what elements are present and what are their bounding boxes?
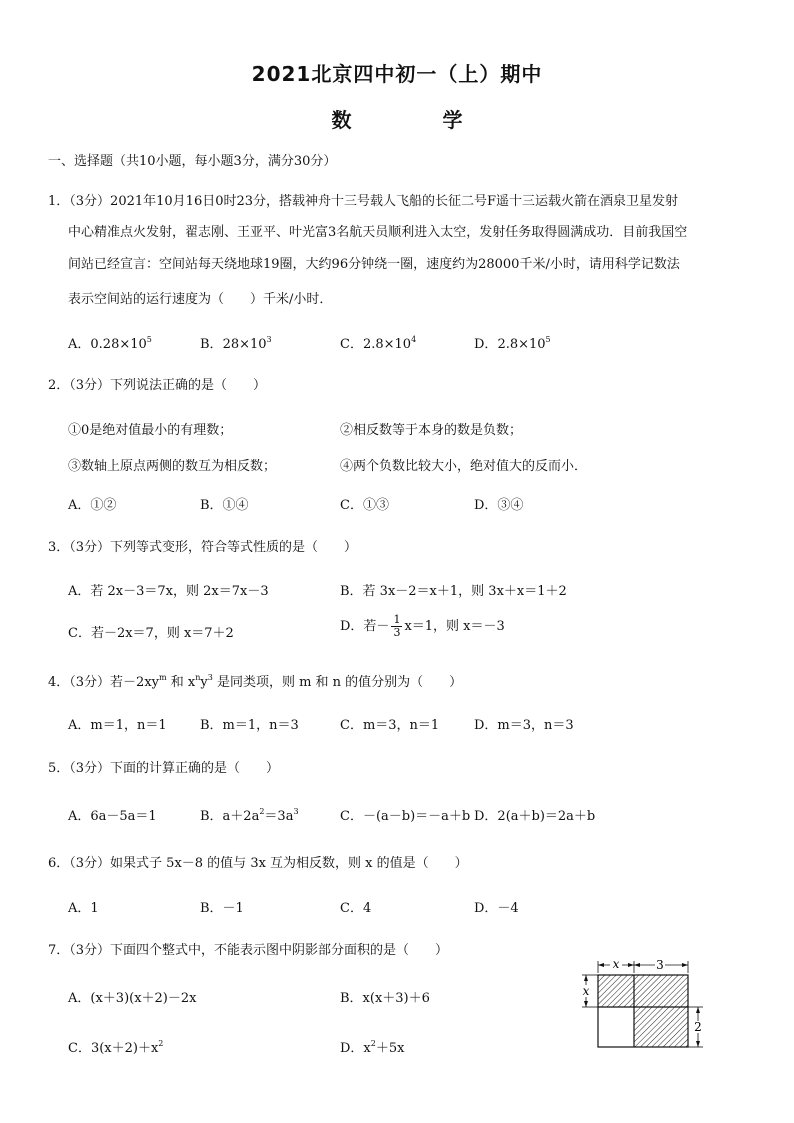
q4-option-a[interactable]: A．m＝1，n＝1 — [68, 718, 167, 733]
q2-option-a[interactable]: A．①② — [68, 498, 117, 513]
q3-stem: 3．（3分）下列等式变形，符合等式性质的是（ ） — [48, 540, 358, 555]
q2-option-c[interactable]: C．①③ — [340, 498, 389, 513]
q7-option-c[interactable]: C．$3(x+2)+x^2$ — [68, 1039, 164, 1056]
q2-statement-2: ②相反数等于本身的数是负数； — [340, 423, 523, 438]
q1-option-d[interactable]: D．$2.8\times 10^5$ — [474, 335, 551, 352]
q2-statement-3: ③数轴上原点两侧的数互为相反数； — [68, 459, 277, 474]
q2-option-b[interactable]: B．①④ — [200, 498, 249, 513]
page-title: 2021北京四中初一（上）期中 — [251, 62, 543, 86]
q3-option-a[interactable]: A．若 2x－3＝7x，则 2x＝7x－3 — [68, 584, 269, 599]
q2-stem: 2．（3分）下列说法正确的是（ ） — [48, 378, 267, 393]
section-heading: 一、选择题（共10小题，每小题3分，满分30分） — [48, 154, 337, 169]
q6-option-a[interactable]: A．1 — [68, 901, 99, 916]
q1-line-1: 1．（3分）2021年10月16日0时23分，搭载神舟十三号载人飞船的长征二号F遥十三运载火箭在酒泉卫星发射 — [48, 194, 679, 209]
q7-stem: 7．（3分）下面四个整式中，不能表示图中阴影部分面积的是（ ） — [48, 943, 449, 958]
q3-option-d[interactable]: D．若－ $\frac{1}{3}$ x＝1，则 x＝－3 — [340, 613, 505, 639]
q2-statement-4: ④两个负数比较大小，绝对值大的反而小． — [340, 459, 588, 474]
label-top-x: x — [612, 957, 620, 971]
shaded-top-left — [598, 975, 634, 1007]
q6-option-d[interactable]: D．－4 — [474, 901, 519, 916]
arrow-right-1 — [696, 1007, 700, 1013]
q3-option-c[interactable]: C．若－2x＝7，则 x＝7＋2 — [68, 626, 234, 641]
q6-option-b[interactable]: B．－1 — [200, 901, 244, 916]
fraction-one-third: $\frac{1}{3}$ — [393, 613, 401, 639]
q7-option-b[interactable]: B．x(x＋3)＋6 — [340, 991, 430, 1006]
subject-heading: 数 学 — [331, 108, 505, 132]
q1-line-4: 表示空间站的运行速度为（ ）千米/小时． — [68, 292, 333, 307]
q1-line-3: 间站已经宣言：空间站每天绕地球19圈，大约96分钟绕一圈，速度约为28000千米/小时，请用科学记数法 — [68, 257, 680, 272]
q5-option-d[interactable]: D．2(a＋b)＝2a＋b — [474, 809, 596, 824]
arrow-left-1 — [584, 975, 588, 981]
q4-option-d[interactable]: D．m＝3，n＝3 — [474, 718, 574, 733]
q6-option-c[interactable]: C．4 — [340, 901, 372, 916]
label-left-x: x — [582, 984, 590, 998]
arrow-top-2 — [628, 963, 634, 967]
label-right-2: 2 — [694, 1020, 702, 1034]
q1-line-2: 中心精准点火发射，翟志刚、王亚平、叶光富3名航天员顺利进入太空，发射任务取得圆满成功．目前我国空 — [68, 225, 688, 240]
arrow-left-2 — [584, 1001, 588, 1007]
q1-option-b[interactable]: B．$28\times 10^3$ — [200, 335, 272, 352]
q1-option-c[interactable]: C．$2.8\times 10^4$ — [340, 335, 417, 352]
arrow-top-4 — [682, 963, 688, 967]
q4-option-b[interactable]: B．m＝1，n＝3 — [200, 718, 299, 733]
shaded-bottom-right — [634, 1007, 688, 1047]
q5-option-a[interactable]: A．6a－5a＝1 — [68, 809, 157, 824]
q5-stem: 5．（3分）下面的计算正确的是（ ） — [48, 761, 280, 776]
shaded-top-right — [634, 975, 688, 1007]
q2-statement-1: ①0是绝对值最小的有理数； — [68, 423, 233, 438]
q4-option-c[interactable]: C．m＝3，n＝1 — [340, 718, 440, 733]
q2-option-d[interactable]: D．③④ — [474, 498, 524, 513]
q6-stem: 6．（3分）如果式子 5x－8 的值与 3x 互为相反数，则 x 的值是（ ） — [48, 856, 468, 871]
arrow-right-2 — [696, 1041, 700, 1047]
q4-stem: 4．（3分）若$-2xy^m$ 和 $x^ny^3$ 是同类项，则 m 和 n 的值分别为（ ） — [48, 673, 463, 690]
arrow-top-1 — [598, 963, 604, 967]
q3-option-b[interactable]: B．若 3x－2＝x＋1，则 3x＋x＝1＋2 — [340, 584, 567, 599]
q5-option-b[interactable]: B．$a+2a^2=3a^3$ — [200, 807, 299, 824]
q7-area-figure — [570, 953, 710, 1053]
q7-option-d[interactable]: D．$x^2+5x$ — [340, 1039, 405, 1056]
label-top-3: 3 — [656, 958, 664, 972]
q1-option-a[interactable]: A．$0.28\times 10^5$ — [68, 335, 152, 352]
arrow-top-3 — [634, 963, 640, 967]
q5-option-c[interactable]: C．－(a－b)＝－a＋b — [340, 809, 471, 824]
q7-option-a[interactable]: A．(x＋3)(x＋2)－2x — [68, 991, 197, 1006]
